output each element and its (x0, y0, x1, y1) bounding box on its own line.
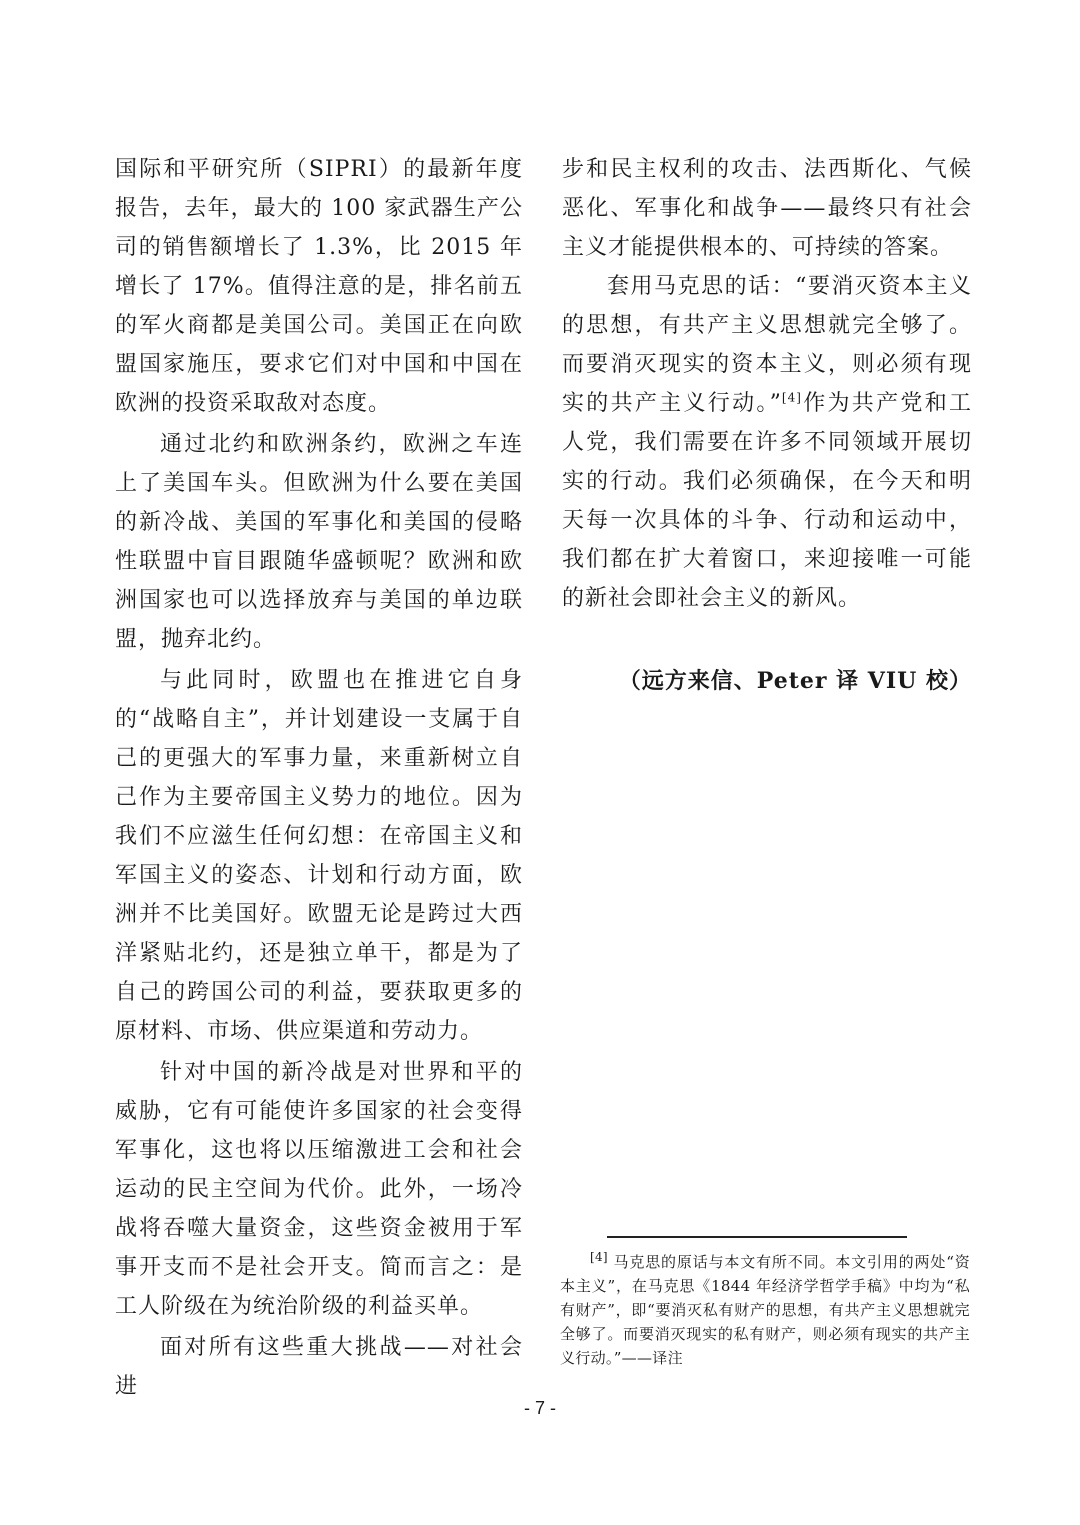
paragraph-challenges: 面对所有这些重大挑战——对社会进 (115, 1335, 523, 1399)
paragraph-socialism-answer: 步和民主权利的攻击、法西斯化、气候恶化、军事化和战争——最终只有社会主义才能提供根本的、可持续的答案。 (562, 157, 972, 260)
footnote (560, 1250, 970, 1370)
right-column (562, 150, 972, 618)
page-number: - 7 - (523, 1398, 556, 1418)
footnote-marker: [4] (590, 1250, 608, 1264)
translation-credit: （远方来信、Peter 译 VIU 校） (618, 668, 972, 694)
paragraph-new-cold-war: 针对中国的新冷战是对世界和平的威胁，它有可能使许多国家的社会变得军事化，这也将以压缩激进工会和社会运动的民主空间为代价。此外，一场冷战将吞噬大量资金，这些资金被用于军事开支而不是社会开支。简而言之：是工人阶级在为统治阶级的利益买单。 (115, 1060, 523, 1319)
paragraph-nato: 通过北约和欧洲条约，欧洲之车连上了美国车头。但欧洲为什么要在美国的新冷战、美国的军事化和美国的侵略性联盟中盲目跟随华盛顿呢？欧洲和欧洲国家也可以选择放弃与美国的单边联盟，抛弃北约。 (115, 432, 523, 652)
marx-quote-text: 套用马克思的话：“要消灭资本主义的思想，有共产主义思想就完全够了。而要消灭现实的资本主义，则必须有现实的共产主义行动。” (562, 274, 972, 416)
paragraph-strategic-autonomy: 与此同时，欧盟也在推进它自身的“战略自主”，并计划建设一支属于自己的更强大的军事力量，来重新树立自己作为主要帝国主义势力的地位。因为我们不应滋生任何幻想：在帝国主义和军国主义的姿态、计划和行动方面，欧洲并不比美国好。欧盟无论是跨过大西洋紧贴北约，还是独立单干，都是为了自己的跨国公司的利益，要获取更多的原材料、市场、供应渠道和劳动力。 (115, 668, 523, 1044)
footnote-divider (607, 1236, 907, 1238)
left-column (115, 150, 523, 1406)
paragraph-sipri: 国际和平研究所（SIPRI）的最新年度报告，去年，最大的 100 家武器生产公司的销售额增长了 1.3%，比 2015 年增长了 17%。值得注意的是，排名前五的军火商都是美国公司。美国正在向欧盟国家施压，要求它们对中国和中国在欧洲的投资采取敌对态度。 (115, 157, 523, 416)
marx-quote-continuation: 作为共产党和工人党，我们需要在许多不同领域开展切实的行动。我们必须确保，在今天和明天每一次具体的斗争、行动和运动中，我们都在扩大着窗口，来迎接唯一可能的新社会即社会主义的新风。 (562, 391, 972, 611)
footnote-reference: [4] (781, 390, 802, 405)
footnote-text: 马克思的原话与本文有所不同。本文引用的两处“资本主义”，在马克思《1844 年经济学哲学手稿》中均为“私有财产”，即“要消灭私有财产的思想，有共产主义思想就完全够了。而要消灭现实的私有财产，则必须有现实的共产主义行动。”——译注 (560, 1253, 970, 1367)
paragraph-marx-quote (562, 267, 972, 618)
